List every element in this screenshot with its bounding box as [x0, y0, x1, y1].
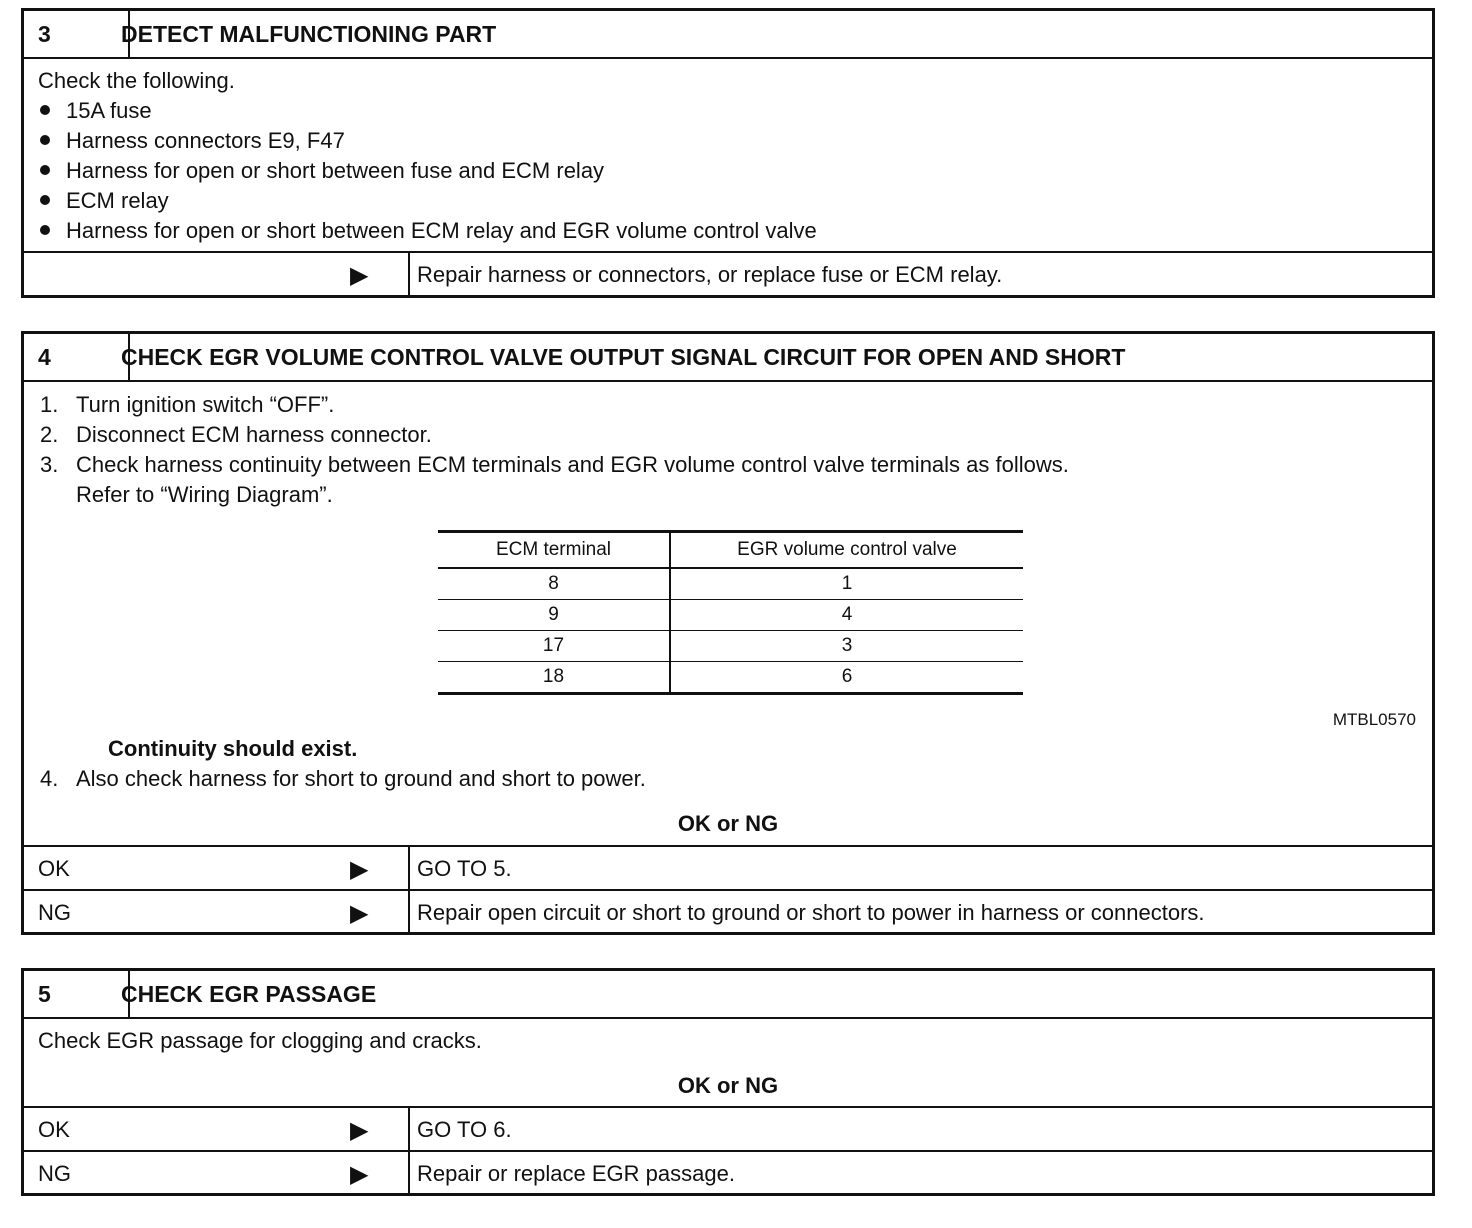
- step-intro: Check EGR passage for clogging and cracks.: [38, 1028, 482, 1053]
- bullet-icon: [40, 105, 50, 115]
- list-item: Harness for open or short between fuse and ECM relay: [40, 158, 604, 184]
- result-label: NG: [38, 900, 71, 925]
- list-item: 4. Also check harness for short to ground and short to power.: [40, 766, 646, 791]
- refer-text: Refer to “Wiring Diagram”.: [76, 482, 333, 507]
- table-row: 17 3: [438, 631, 1023, 662]
- step-4-box: [21, 331, 1435, 935]
- list-item: 3. Check harness continuity between ECM terminals and EGR volume control valve terminals as follows.: [40, 452, 1069, 477]
- table-header: EGR volume control valve: [670, 532, 1023, 569]
- result-row-ng: [24, 1150, 1432, 1196]
- step-intro: Check the following.: [38, 68, 235, 93]
- result-text: GO TO 6.: [417, 1117, 512, 1142]
- list-item: 15A fuse: [40, 98, 152, 124]
- result-row: [24, 251, 1432, 297]
- step-5-box: [21, 968, 1435, 1196]
- list-item: 1. Turn ignition switch “OFF”.: [40, 392, 335, 417]
- result-row-ng: [24, 889, 1432, 935]
- arrow-right-icon: ▶: [350, 1116, 369, 1144]
- result-label: OK: [38, 1117, 70, 1142]
- bullet-icon: [40, 225, 50, 235]
- figure-id: MTBL0570: [1332, 710, 1416, 729]
- step-header: [24, 11, 1432, 59]
- continuity-note: Continuity should exist.: [108, 736, 358, 761]
- bullet-icon: [40, 135, 50, 145]
- result-text: Repair open circuit or short to ground or short to power in harness or connectors.: [417, 900, 1205, 925]
- step-3-box: [21, 8, 1435, 298]
- step-title: CHECK EGR PASSAGE: [121, 980, 377, 1007]
- step-header: [24, 334, 1432, 382]
- step-number: 5: [24, 971, 130, 1017]
- table-row: 9 4: [438, 600, 1023, 631]
- step-number: 3: [24, 11, 130, 57]
- table-row: 18 6: [438, 662, 1023, 694]
- arrow-right-icon: ▶: [350, 899, 369, 927]
- list-item: ECM relay: [40, 188, 169, 214]
- table-row: 8 1: [438, 568, 1023, 600]
- table-header: ECM terminal: [438, 532, 670, 569]
- result-text: GO TO 5.: [417, 856, 512, 881]
- arrow-right-icon: ▶: [350, 855, 369, 883]
- result-row-ok: [24, 1106, 1432, 1152]
- arrow-right-icon: ▶: [350, 1160, 369, 1188]
- arrow-right-icon: ▶: [350, 261, 369, 289]
- step-title: CHECK EGR VOLUME CONTROL VALVE OUTPUT SIGNAL CIRCUIT FOR OPEN AND SHORT: [121, 343, 1126, 370]
- step-number: 4: [24, 334, 130, 380]
- list-item: Harness for open or short between ECM relay and EGR volume control valve: [40, 218, 817, 244]
- result-text: Repair harness or connectors, or replace fuse or ECM relay.: [417, 262, 1003, 287]
- result-label: NG: [38, 1161, 71, 1186]
- list-item: Harness connectors E9, F47: [40, 128, 345, 154]
- ok-or-ng-label: OK or NG: [677, 1073, 779, 1098]
- result-row-ok: [24, 845, 1432, 891]
- bullet-icon: [40, 195, 50, 205]
- ok-or-ng-label: OK or NG: [677, 811, 779, 836]
- step-header: [24, 971, 1432, 1019]
- step-title: DETECT MALFUNCTIONING PART: [121, 20, 497, 47]
- list-item: 2. Disconnect ECM harness connector.: [40, 422, 432, 447]
- result-text: Repair or replace EGR passage.: [417, 1161, 735, 1186]
- terminal-table: [438, 530, 1023, 695]
- bullet-icon: [40, 165, 50, 175]
- result-label: OK: [38, 856, 70, 881]
